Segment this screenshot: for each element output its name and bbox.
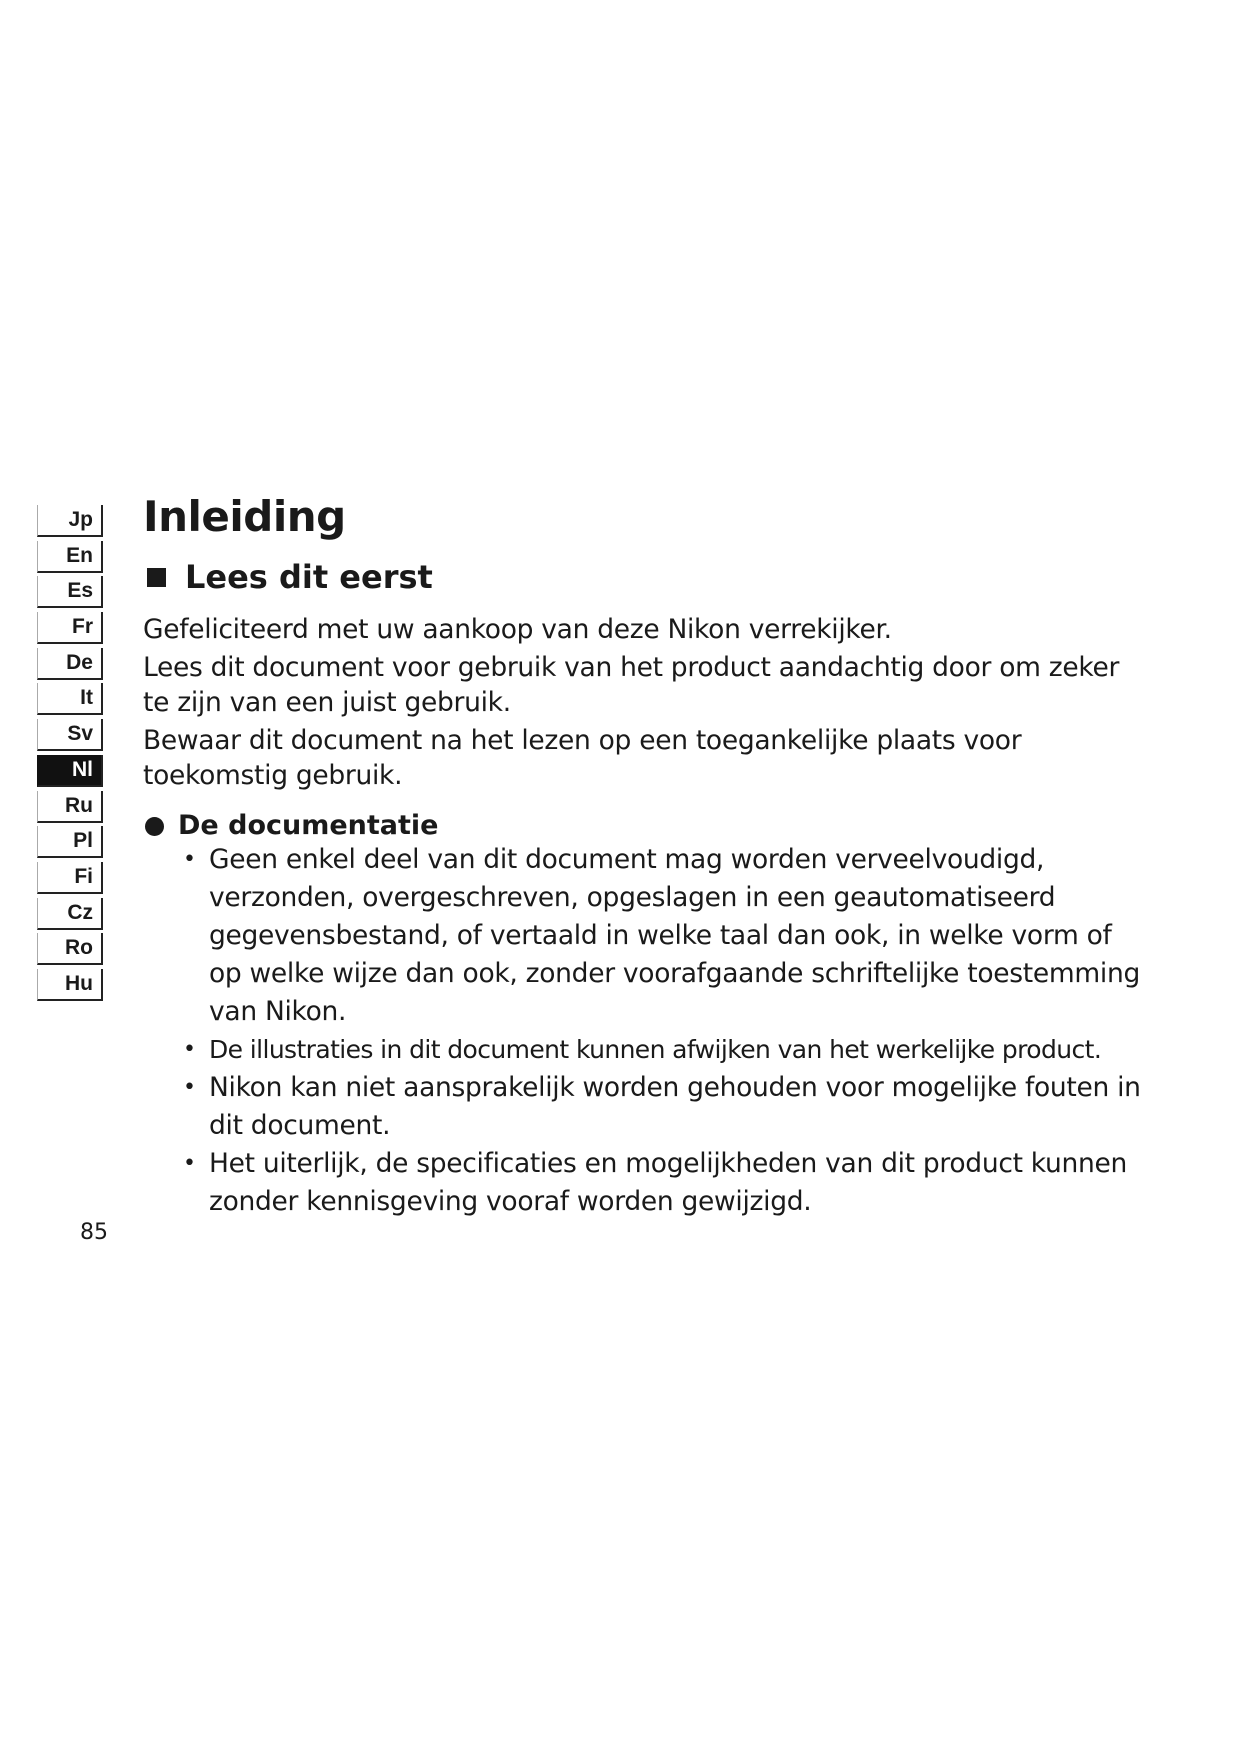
lang-tab-cz[interactable]: Cz: [37, 898, 103, 930]
lang-tab-pl[interactable]: Pl: [37, 826, 103, 858]
sub-heading: [143, 811, 1143, 841]
bullet-dot-icon: •: [183, 1151, 196, 1176]
list-item: [183, 1069, 1143, 1145]
lang-tab-fr[interactable]: Fr: [37, 612, 103, 644]
bullet-dot-icon: •: [183, 1075, 196, 1100]
list-item: [183, 841, 1143, 1031]
list-item-text: Het uiterlijk, de specificaties en mogelijkheden van dit product kunnen zonder kennisgeving vooraf worden gewijzigd.: [209, 1148, 1128, 1217]
bullet-dot-icon: •: [183, 1037, 196, 1062]
lang-tab-it[interactable]: It: [37, 683, 103, 715]
lang-tab-ro[interactable]: Ro: [37, 933, 103, 965]
intro-paragraph: Lees dit document voor gebruik van het product aandachtig door om zeker te zijn van een juist gebruik.: [143, 652, 1120, 718]
list-item-text: De illustraties in dit document kunnen afwijken van het werkelijke product.: [209, 1035, 1102, 1064]
list-item: [183, 1031, 1143, 1069]
documentation-bullet-list: [143, 841, 1143, 1221]
lang-tab-nl[interactable]: Nl: [37, 755, 103, 787]
lang-tab-es[interactable]: Es: [37, 576, 103, 608]
list-item-text: Nikon kan niet aansprakelijk worden gehouden voor mogelijke fouten in dit document.: [209, 1072, 1141, 1141]
bullet-dot-icon: •: [183, 847, 196, 872]
lang-tab-ru[interactable]: Ru: [37, 791, 103, 823]
lang-tab-hu[interactable]: Hu: [37, 969, 103, 1001]
language-tab-bar: [37, 505, 103, 1005]
intro-paragraph: Gefeliciteerd met uw aankoop van deze Nikon verrekijker.: [143, 614, 892, 645]
page-title: Inleiding: [143, 492, 346, 541]
list-item: [183, 1145, 1143, 1221]
lang-tab-sv[interactable]: Sv: [37, 719, 103, 751]
lang-tab-en[interactable]: En: [37, 541, 103, 573]
round-bullet-icon: [145, 817, 164, 836]
lang-tab-de[interactable]: De: [37, 648, 103, 680]
intro-paragraph: Bewaar dit document na het lezen op een toegankelijke plaats voor toekomstig gebruik.: [143, 725, 1022, 791]
intro-text: [143, 612, 1143, 793]
sub-heading-text: De documentatie: [178, 810, 439, 841]
square-bullet-icon: [147, 568, 166, 587]
lang-tab-fi[interactable]: Fi: [37, 862, 103, 894]
main-content: [143, 490, 1143, 1221]
section-heading: [143, 554, 1143, 600]
section-heading-text: Lees dit eerst: [185, 558, 433, 596]
lang-tab-jp[interactable]: Jp: [37, 505, 103, 537]
list-item-text: Geen enkel deel van dit document mag worden verveelvoudigd, verzonden, overgeschreven, opgeslagen in een geautomatiseerd gegevensbestand, of vertaald in welke taal dan ook, in welke vorm of op welke wijze dan ook, zonder voorafgaande schriftelijke toestemming van Nikon.: [209, 844, 1140, 1027]
page-number: 85: [80, 1220, 108, 1245]
